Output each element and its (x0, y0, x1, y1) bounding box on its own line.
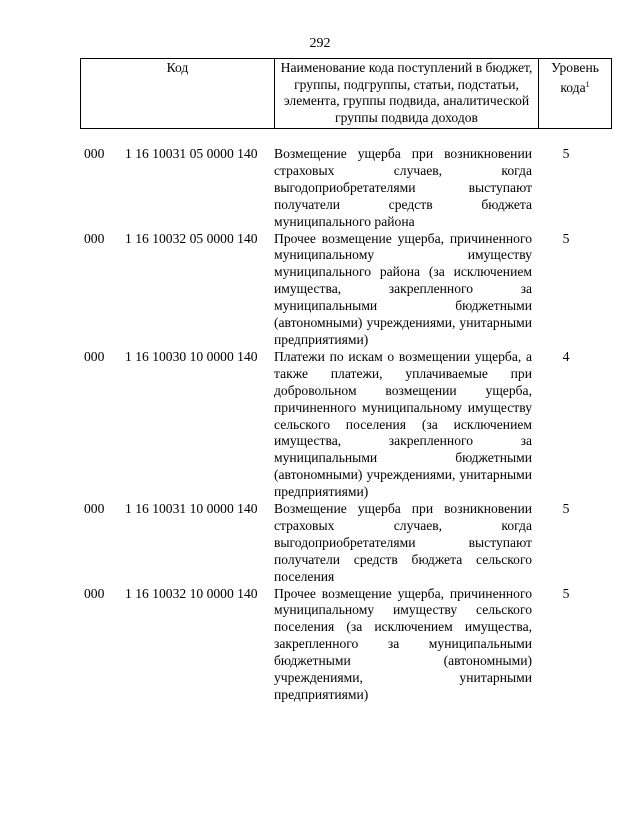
row-code-cell (84, 146, 274, 231)
table-header (80, 58, 612, 129)
header-level-label: Уровень кода (551, 60, 599, 95)
row-income-code: 1 16 10032 05 0000 140 (125, 230, 258, 246)
table-row (84, 146, 600, 231)
row-admin-code: 000 (84, 501, 105, 517)
row-income-code: 1 16 10032 10 0000 140 (125, 585, 258, 601)
row-level: 4 (562, 348, 570, 364)
row-code-cell (84, 586, 274, 704)
row-name: Прочее возмещение ущерба, причиненного муниципальному имуществу сельского поселения (за исключением имущества, закрепленного за муниципальными бюджетными (автономными) учреждениями, унитарными предприятиями) (274, 585, 532, 702)
row-level: 5 (562, 585, 570, 601)
row-name: Возмещение ущерба при возникновении страховых случаев, когда выгодоприобретателями выступают получатели средств бюджета сельского поселения (274, 501, 532, 584)
row-code-cell (84, 501, 274, 586)
table-row (84, 586, 600, 704)
row-admin-code: 000 (84, 146, 105, 161)
row-code-cell (84, 349, 274, 501)
row-income-code: 1 16 10030 10 0000 140 (125, 348, 258, 364)
row-level: 5 (562, 501, 570, 517)
table-body (84, 146, 600, 704)
row-name: Прочее возмещение ущерба, причиненного муниципальному имуществу муниципального района (за исключением имущества, закрепленного за муниципальными бюджетными (автономными) учреждениями, унитарными предприятиями) (274, 230, 532, 347)
row-income-code: 1 16 10031 05 0000 140 (125, 146, 258, 161)
row-admin-code: 000 (84, 585, 105, 601)
table-row (84, 349, 600, 501)
header-level-footnote: 1 (585, 79, 590, 89)
row-name: Платежи по искам о возмещении ущерба, а также платежи, уплачиваемые при добровольном возмещении ущерба, причиненного муниципальному имуществу сельского поселения (за исключением имущества, закрепленного за муниципальными бюджетными (автономными) учреждениями, унитарными предприятиями) (274, 348, 532, 500)
row-admin-code: 000 (84, 230, 105, 246)
table-row (84, 231, 600, 349)
row-income-code: 1 16 10031 10 0000 140 (125, 501, 258, 517)
row-admin-code: 000 (84, 348, 105, 364)
table-row (84, 501, 600, 586)
header-code: Код (81, 59, 275, 129)
header-name: Наименование кода поступлений в бюджет, группы, подгруппы, статьи, подстатьи, элемента, группы подвида, аналитической группы подвида доходов (275, 59, 539, 129)
page-number: 292 (309, 36, 331, 51)
row-level: 5 (562, 230, 570, 246)
row-code-cell (84, 231, 274, 349)
header-level (539, 59, 612, 129)
row-level: 5 (562, 146, 570, 161)
row-name: Возмещение ущерба при возникновении страховых случаев, когда выгодоприобретателями выступают получатели средств бюджета муниципального района (274, 146, 532, 229)
